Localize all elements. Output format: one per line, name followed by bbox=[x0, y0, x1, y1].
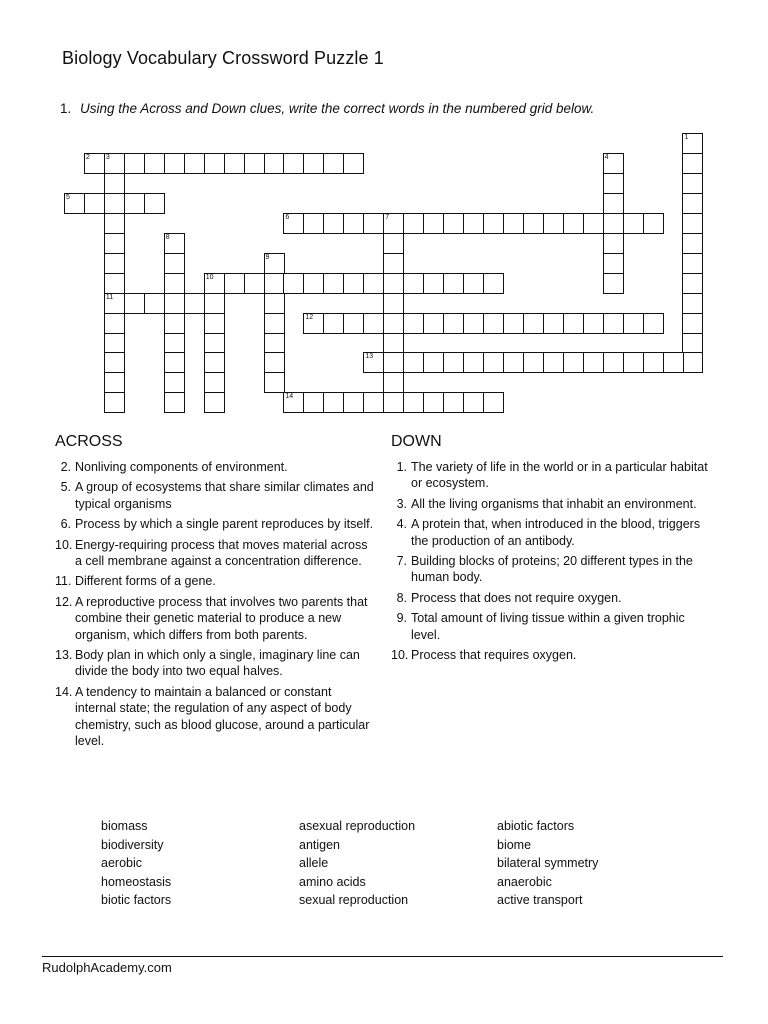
crossword-cell[interactable] bbox=[124, 293, 145, 314]
crossword-cell[interactable] bbox=[104, 293, 125, 314]
crossword-cell[interactable] bbox=[523, 352, 544, 373]
crossword-cell[interactable] bbox=[682, 173, 703, 194]
cell-number: 6 bbox=[285, 213, 290, 221]
down-heading: DOWN bbox=[391, 433, 442, 450]
crossword-cell[interactable] bbox=[204, 372, 225, 393]
crossword-cell[interactable] bbox=[383, 233, 404, 254]
crossword-cell[interactable] bbox=[423, 392, 444, 413]
crossword-cell[interactable] bbox=[463, 213, 484, 234]
across-clue bbox=[55, 647, 375, 680]
crossword-cell[interactable] bbox=[303, 213, 324, 234]
crossword-cell[interactable] bbox=[363, 392, 384, 413]
crossword-cell[interactable] bbox=[104, 313, 125, 334]
crossword-cell[interactable] bbox=[603, 193, 624, 214]
crossword-cell[interactable] bbox=[323, 273, 344, 294]
crossword-cell[interactable] bbox=[443, 392, 464, 413]
instruction-text: Using the Across and Down clues, write the correct words in the numbered grid below. bbox=[80, 101, 595, 116]
crossword-cell[interactable] bbox=[623, 213, 644, 234]
crossword-cell[interactable] bbox=[483, 273, 504, 294]
cell-number: 9 bbox=[265, 253, 270, 261]
crossword-cell[interactable] bbox=[682, 273, 703, 294]
clue-text: Nonliving components of environment. bbox=[75, 460, 288, 474]
crossword-cell[interactable] bbox=[144, 153, 165, 174]
word-bank-item: antigen bbox=[299, 837, 341, 852]
crossword-cell[interactable] bbox=[443, 313, 464, 334]
crossword-cell[interactable] bbox=[583, 213, 604, 234]
crossword-cell[interactable] bbox=[164, 233, 185, 254]
crossword-cell[interactable] bbox=[323, 153, 344, 174]
crossword-cell[interactable] bbox=[184, 153, 205, 174]
crossword-cell[interactable] bbox=[603, 173, 624, 194]
cell-number: 13 bbox=[365, 353, 374, 361]
down-clue-list bbox=[391, 459, 716, 667]
cell-number: 12 bbox=[305, 313, 314, 321]
across-clue bbox=[55, 516, 375, 532]
crossword-cell[interactable] bbox=[303, 392, 324, 413]
down-clue bbox=[391, 590, 716, 606]
crossword-cell[interactable] bbox=[682, 313, 703, 334]
crossword-cell[interactable] bbox=[104, 333, 125, 354]
word-bank-item: biome bbox=[497, 837, 532, 852]
clue-number: 2. bbox=[60, 460, 71, 474]
clue-number: 14. bbox=[55, 684, 73, 699]
word-bank-item: abiotic factors bbox=[497, 819, 575, 833]
crossword-cell[interactable] bbox=[104, 352, 125, 373]
page-title: Biology Vocabulary Crossword Puzzle 1 bbox=[62, 48, 384, 68]
crossword-cell[interactable] bbox=[164, 313, 185, 334]
crossword-cell[interactable] bbox=[423, 213, 444, 234]
crossword-cell[interactable] bbox=[523, 313, 544, 334]
word-bank-column-2 bbox=[299, 817, 415, 910]
crossword-cell[interactable] bbox=[563, 213, 584, 234]
crossword-cell[interactable] bbox=[124, 193, 145, 214]
crossword-cell[interactable] bbox=[283, 153, 304, 174]
crossword-cell[interactable] bbox=[603, 213, 624, 234]
clue-text: Process that does not require oxygen. bbox=[411, 590, 622, 605]
crossword-cell[interactable] bbox=[383, 392, 404, 413]
word-bank-item: biotic factors bbox=[101, 893, 172, 908]
crossword-cell[interactable] bbox=[583, 313, 604, 334]
crossword-cell[interactable] bbox=[164, 333, 185, 354]
crossword-cell[interactable] bbox=[423, 273, 444, 294]
down-clue bbox=[391, 459, 716, 492]
crossword-cell[interactable] bbox=[543, 213, 564, 234]
crossword-cell[interactable] bbox=[104, 392, 125, 413]
down-clue bbox=[391, 610, 716, 643]
cell-number: 8 bbox=[165, 233, 170, 241]
crossword-cell[interactable] bbox=[463, 392, 484, 413]
crossword-cell[interactable] bbox=[383, 253, 404, 274]
down-clue bbox=[391, 516, 716, 549]
crossword-cell[interactable] bbox=[303, 153, 324, 174]
crossword-cell[interactable] bbox=[443, 352, 464, 373]
word-bank-item: anaerobic bbox=[497, 874, 552, 889]
crossword-cell[interactable] bbox=[144, 193, 165, 214]
crossword-cell[interactable] bbox=[682, 133, 703, 154]
crossword-cell[interactable] bbox=[164, 293, 185, 314]
word-bank-item: amino acids bbox=[299, 874, 366, 889]
crossword-cell[interactable] bbox=[264, 273, 285, 294]
clue-number: 13. bbox=[55, 648, 73, 663]
crossword-cell[interactable] bbox=[603, 313, 624, 334]
crossword-cell[interactable] bbox=[164, 352, 185, 373]
word-bank-column-1 bbox=[101, 817, 171, 910]
down-clue bbox=[391, 496, 716, 512]
across-clue bbox=[55, 684, 375, 750]
cell-number: 2 bbox=[86, 153, 90, 161]
crossword-cell[interactable] bbox=[264, 293, 285, 314]
crossword-cell[interactable] bbox=[363, 352, 384, 373]
crossword-cell[interactable] bbox=[164, 372, 185, 393]
crossword-cell[interactable] bbox=[663, 352, 684, 373]
crossword-cell[interactable] bbox=[104, 213, 125, 234]
crossword-cell[interactable] bbox=[164, 253, 185, 274]
crossword-cell[interactable] bbox=[104, 193, 125, 214]
across-clue bbox=[55, 459, 375, 475]
clue-number: 5. bbox=[60, 480, 71, 495]
crossword-cell[interactable] bbox=[204, 153, 225, 174]
crossword-cell[interactable] bbox=[463, 273, 484, 294]
crossword-cell[interactable] bbox=[204, 352, 225, 373]
clue-number: 10. bbox=[55, 537, 73, 552]
crossword-cell[interactable] bbox=[343, 153, 364, 174]
down-clue bbox=[391, 647, 716, 663]
clue-text: Process by which a single parent reproduces by itself. bbox=[75, 517, 374, 532]
crossword-cell[interactable] bbox=[463, 313, 484, 334]
clue-number: 12. bbox=[55, 594, 73, 609]
crossword-cell[interactable] bbox=[363, 273, 384, 294]
crossword-cell[interactable] bbox=[623, 313, 644, 334]
crossword-cell[interactable] bbox=[283, 392, 304, 413]
crossword-cell[interactable] bbox=[423, 313, 444, 334]
crossword-cell[interactable] bbox=[682, 233, 703, 254]
crossword-cell[interactable] bbox=[623, 352, 644, 373]
crossword-cell[interactable] bbox=[363, 313, 384, 334]
clue-text: A group of ecosystems that share similar climates and typical organisms bbox=[75, 480, 374, 511]
crossword-cell[interactable] bbox=[643, 213, 664, 234]
crossword-cell[interactable] bbox=[383, 313, 404, 334]
crossword-cell[interactable] bbox=[64, 193, 85, 214]
crossword-cell[interactable] bbox=[283, 213, 304, 234]
cell-number: 14 bbox=[285, 393, 294, 401]
crossword-cell[interactable] bbox=[204, 392, 225, 413]
clue-number: 6. bbox=[60, 517, 71, 532]
crossword-cell[interactable] bbox=[104, 153, 125, 174]
crossword-cell[interactable] bbox=[682, 333, 703, 354]
crossword-cell[interactable] bbox=[403, 213, 424, 234]
crossword-cell[interactable] bbox=[224, 153, 245, 174]
crossword-cell[interactable] bbox=[543, 352, 564, 373]
word-bank-item: aerobic bbox=[101, 856, 142, 871]
crossword-cell[interactable] bbox=[682, 293, 703, 314]
crossword-cell[interactable] bbox=[303, 313, 324, 334]
crossword-cell[interactable] bbox=[164, 392, 185, 413]
crossword-cell[interactable] bbox=[323, 313, 344, 334]
crossword-cell[interactable] bbox=[603, 153, 624, 174]
crossword-cell[interactable] bbox=[543, 313, 564, 334]
crossword-cell[interactable] bbox=[383, 293, 404, 314]
word-bank-item: biomass bbox=[101, 819, 148, 833]
crossword-cell[interactable] bbox=[303, 273, 324, 294]
crossword-cell[interactable] bbox=[603, 253, 624, 274]
crossword-cell[interactable] bbox=[244, 273, 265, 294]
clue-number: 9. bbox=[396, 611, 407, 626]
crossword-cell[interactable] bbox=[323, 213, 344, 234]
across-clue bbox=[55, 537, 375, 570]
crossword-cell[interactable] bbox=[483, 213, 504, 234]
crossword-grid bbox=[0, 0, 768, 430]
crossword-cell[interactable] bbox=[383, 213, 404, 234]
word-bank-item: homeostasis bbox=[101, 874, 172, 889]
cell-number: 4 bbox=[604, 153, 609, 161]
crossword-cell[interactable] bbox=[204, 313, 225, 334]
across-clue bbox=[55, 594, 375, 643]
cell-number: 1 bbox=[684, 134, 689, 141]
clue-number: 10. bbox=[391, 648, 409, 663]
crossword-cell[interactable] bbox=[104, 173, 125, 194]
crossword-cell[interactable] bbox=[224, 273, 245, 294]
crossword-cell[interactable] bbox=[204, 273, 225, 294]
clue-text: A reproductive process that involves two parents that combine their genetic material to produce a new organism, which differs from both parents. bbox=[75, 594, 368, 642]
crossword-cell[interactable] bbox=[403, 352, 424, 373]
crossword-cell[interactable] bbox=[443, 273, 464, 294]
clue-text: All the living organisms that inhabit an environment. bbox=[411, 496, 697, 511]
cell-number: 10 bbox=[205, 273, 214, 281]
clue-text: A protein that, when introduced in the blood, triggers the production of an antibody. bbox=[411, 517, 701, 548]
cell-number: 7 bbox=[385, 213, 390, 221]
cell-number: 3 bbox=[105, 153, 110, 161]
crossword-cell[interactable] bbox=[682, 352, 703, 373]
across-clue-list bbox=[55, 459, 375, 754]
clue-number: 7. bbox=[396, 554, 407, 569]
crossword-cell[interactable] bbox=[503, 213, 524, 234]
crossword-cell[interactable] bbox=[603, 233, 624, 254]
crossword-cell[interactable] bbox=[164, 273, 185, 294]
clue-text: Energy-requiring process that moves material across a cell membrane against a concentration difference. bbox=[75, 537, 368, 569]
crossword-cell[interactable] bbox=[583, 352, 604, 373]
cell-number: 11 bbox=[105, 293, 114, 301]
crossword-cell[interactable] bbox=[503, 313, 524, 334]
down-clue bbox=[391, 553, 716, 586]
crossword-cell[interactable] bbox=[104, 273, 125, 294]
crossword-cell[interactable] bbox=[104, 253, 125, 274]
crossword-cell[interactable] bbox=[603, 352, 624, 373]
crossword-cell[interactable] bbox=[343, 273, 364, 294]
crossword-cell[interactable] bbox=[523, 213, 544, 234]
crossword-cell[interactable] bbox=[383, 352, 404, 373]
crossword-cell[interactable] bbox=[84, 153, 105, 174]
clue-text: Body plan in which only a single, imaginary line can divide the body into two equal halves. bbox=[75, 648, 360, 679]
crossword-cell[interactable] bbox=[682, 153, 703, 174]
clue-number: 11. bbox=[55, 574, 72, 589]
crossword-cell[interactable] bbox=[443, 213, 464, 234]
footer-divider bbox=[42, 956, 723, 957]
crossword-cell[interactable] bbox=[144, 293, 165, 314]
across-clue bbox=[55, 479, 375, 512]
clue-text: A tendency to maintain a balanced or constant internal state; the regulation of any aspect of body chemistry, such as blood glucose, around a particular level. bbox=[75, 684, 370, 749]
crossword-cell[interactable] bbox=[184, 293, 205, 314]
crossword-cell[interactable] bbox=[682, 213, 703, 234]
crossword-cell[interactable] bbox=[84, 193, 105, 214]
crossword-cell[interactable] bbox=[264, 352, 285, 373]
crossword-cell[interactable] bbox=[244, 153, 265, 174]
crossword-cell[interactable] bbox=[363, 213, 384, 234]
crossword-cell[interactable] bbox=[682, 253, 703, 274]
crossword-cell[interactable] bbox=[124, 153, 145, 174]
clue-text: Different forms of a gene. bbox=[75, 574, 216, 589]
clue-number: 8. bbox=[396, 590, 407, 605]
word-bank-item: bilateral symmetry bbox=[497, 856, 599, 871]
crossword-cell[interactable] bbox=[264, 153, 285, 174]
clue-number: 4. bbox=[396, 517, 407, 532]
crossword-cell[interactable] bbox=[563, 313, 584, 334]
crossword-cell[interactable] bbox=[323, 392, 344, 413]
clue-text: The variety of life in the world or in a particular habitat or ecosystem. bbox=[411, 460, 708, 491]
crossword-cell[interactable] bbox=[343, 213, 364, 234]
crossword-cell[interactable] bbox=[264, 372, 285, 393]
crossword-cell[interactable] bbox=[643, 352, 664, 373]
crossword-cell[interactable] bbox=[343, 313, 364, 334]
crossword-cell[interactable] bbox=[563, 352, 584, 373]
crossword-cell[interactable] bbox=[383, 273, 404, 294]
crossword-cell[interactable] bbox=[403, 392, 424, 413]
crossword-cell[interactable] bbox=[603, 273, 624, 294]
crossword-cell[interactable] bbox=[682, 193, 703, 214]
clue-text: Building blocks of proteins; 20 different types in the human body. bbox=[411, 554, 693, 585]
crossword-cell[interactable] bbox=[483, 392, 504, 413]
word-bank-item: allele bbox=[299, 856, 329, 871]
word-bank-item: sexual reproduction bbox=[299, 893, 409, 908]
word-bank-item: biodiversity bbox=[101, 837, 164, 852]
crossword-cell[interactable] bbox=[643, 313, 664, 334]
crossword-cell[interactable] bbox=[483, 352, 504, 373]
clue-text: Process that requires oxygen. bbox=[411, 648, 577, 663]
instruction-number: 1. bbox=[60, 101, 72, 116]
footer-text: RudolphAcademy.com bbox=[42, 960, 172, 975]
across-clue bbox=[55, 573, 375, 589]
clue-text: Total amount of living tissue within a given trophic level. bbox=[411, 611, 685, 642]
crossword-cell[interactable] bbox=[264, 313, 285, 334]
crossword-cell[interactable] bbox=[383, 333, 404, 354]
crossword-cell[interactable] bbox=[383, 372, 404, 393]
word-bank-item: asexual reproduction bbox=[299, 819, 416, 833]
crossword-cell[interactable] bbox=[283, 273, 304, 294]
crossword-cell[interactable] bbox=[403, 273, 424, 294]
crossword-cell[interactable] bbox=[204, 293, 225, 314]
crossword-cell[interactable] bbox=[104, 372, 125, 393]
cell-number: 5 bbox=[66, 193, 70, 201]
crossword-cell[interactable] bbox=[403, 313, 424, 334]
crossword-cell[interactable] bbox=[483, 313, 504, 334]
clue-number: 3. bbox=[396, 496, 407, 511]
crossword-cell[interactable] bbox=[264, 253, 285, 274]
crossword-cell[interactable] bbox=[423, 352, 444, 373]
crossword-cell[interactable] bbox=[204, 333, 225, 354]
across-heading: ACROSS bbox=[55, 433, 123, 450]
crossword-cell[interactable] bbox=[463, 352, 484, 373]
word-bank-column-3 bbox=[497, 817, 598, 910]
crossword-cell[interactable] bbox=[164, 153, 185, 174]
crossword-cell[interactable] bbox=[503, 352, 524, 373]
clue-number: 1. bbox=[396, 460, 407, 474]
crossword-cell[interactable] bbox=[264, 333, 285, 354]
crossword-cell[interactable] bbox=[343, 392, 364, 413]
crossword-cell[interactable] bbox=[104, 233, 125, 254]
word-bank-item: active transport bbox=[497, 893, 583, 908]
